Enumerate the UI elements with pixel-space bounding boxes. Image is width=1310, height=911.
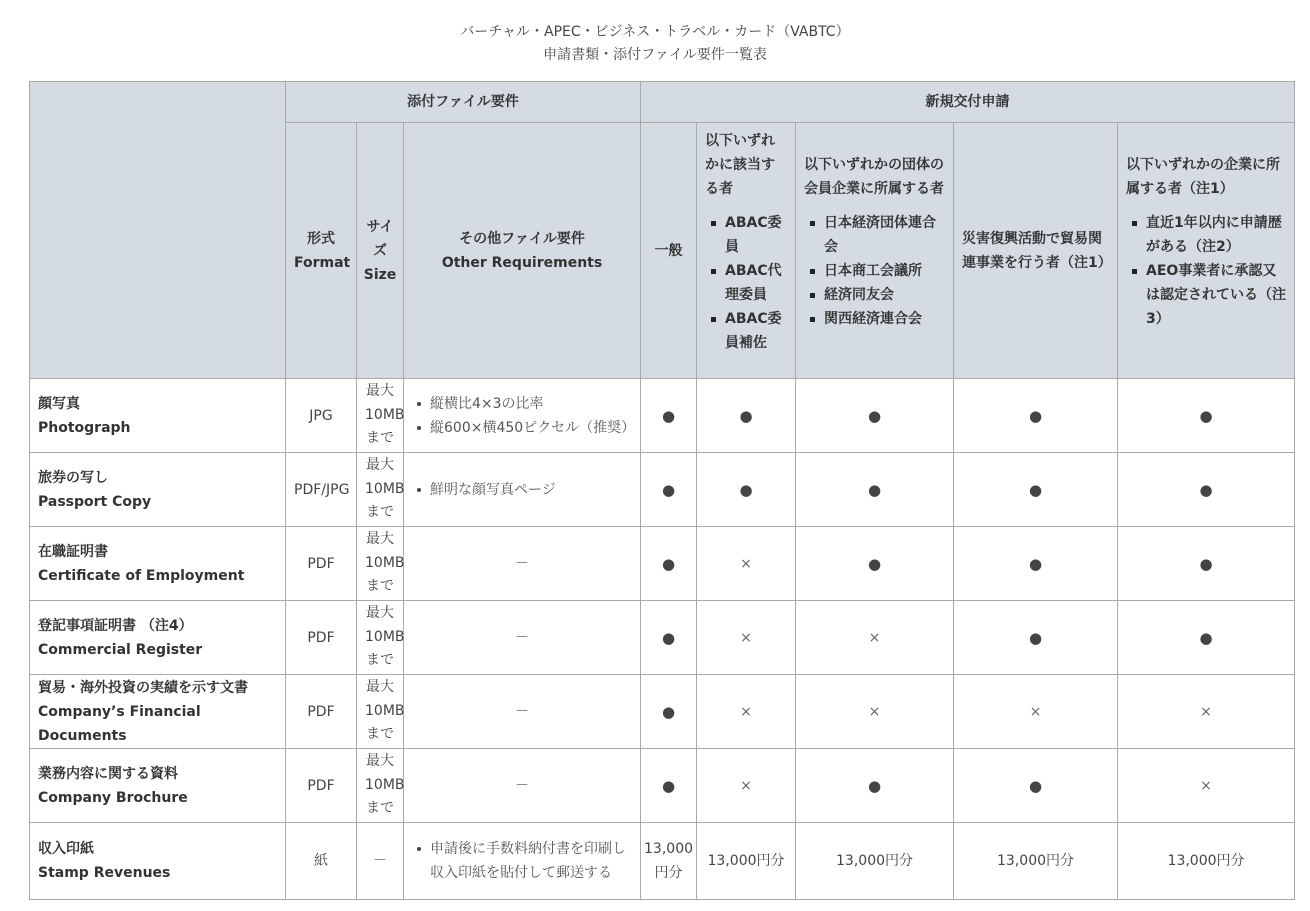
- document-name-cell: [30, 823, 286, 900]
- size-cell: [357, 527, 404, 601]
- format-header-ja: 形式: [307, 230, 335, 247]
- requirement-item: 鮮明な顔写真ページ: [430, 478, 632, 502]
- other-requirements-cell: －: [404, 675, 641, 749]
- mark-corporation: ●: [1118, 601, 1295, 675]
- mark-corporation: ×: [1118, 675, 1295, 749]
- requirement-item: 申請後に手数料納付書を印刷し収入印紙を貼付して郵送する: [430, 837, 632, 885]
- document-name-en: Certificate of Employment: [38, 567, 245, 584]
- size-header-en: Size: [363, 266, 397, 283]
- abac-item: ABAC代理委員: [725, 259, 787, 307]
- organization-item: 経済同友会: [824, 283, 945, 307]
- table-row: [30, 749, 1295, 823]
- document-name-ja: 業務内容に関する資料: [38, 765, 178, 782]
- table-row: [30, 453, 1295, 527]
- requirements-list: [412, 478, 632, 502]
- requirements-table: [29, 81, 1295, 900]
- size-line: 10MB: [365, 702, 405, 719]
- document-name-en: Company Brochure: [38, 789, 188, 806]
- size-cell: [357, 453, 404, 527]
- other-requirements-cell: －: [404, 527, 641, 601]
- other-header-ja: その他ファイル要件: [459, 230, 585, 247]
- document-name-ja: 登記事項証明書 （注4）: [38, 617, 193, 634]
- attach-requirements-header: 添付ファイル要件: [286, 82, 641, 123]
- document-name-cell: [30, 601, 286, 675]
- document-name-cell: [30, 379, 286, 453]
- new-application-header: 新規交付申請: [641, 82, 1295, 123]
- format-cell: PDF: [286, 749, 357, 823]
- size-line: まで: [366, 578, 394, 595]
- abac-header-list: [705, 211, 787, 355]
- header-row-groups: [30, 82, 1295, 123]
- organization-header-list: [804, 211, 945, 331]
- document-name-en: Commercial Register: [38, 641, 203, 658]
- requirement-item: 縦600×横450ピクセル（推奨）: [430, 416, 632, 440]
- corporation-item: 直近1年以内に申請歴がある（注2）: [1146, 211, 1286, 259]
- mark-disaster: ●: [954, 601, 1118, 675]
- table-row: [30, 527, 1295, 601]
- other-requirements-cell: [404, 379, 641, 453]
- general-header: 一般: [641, 123, 697, 379]
- organization-item: 日本経済団体連合会: [824, 211, 945, 259]
- size-line: 最大: [366, 679, 394, 696]
- size-header: [357, 123, 404, 379]
- page-title: [0, 0, 1310, 67]
- size-cell: [357, 749, 404, 823]
- corporation-item: AEO事業者に承認又は認定されている（注3）: [1146, 259, 1286, 331]
- abac-item: ABAC委員補佐: [725, 307, 787, 355]
- mark-abac: ●: [697, 379, 796, 453]
- size-cell: [357, 379, 404, 453]
- format-cell: PDF: [286, 601, 357, 675]
- format-cell: JPG: [286, 379, 357, 453]
- mark-general: ●: [641, 453, 697, 527]
- size-line: まで: [366, 504, 394, 521]
- document-name-ja: 旅券の写し: [38, 469, 108, 486]
- size-line: まで: [366, 800, 394, 817]
- size-line: 最大: [366, 457, 394, 474]
- format-cell: PDF: [286, 675, 357, 749]
- other-requirements-cell: [404, 453, 641, 527]
- abac-header: [697, 123, 796, 379]
- size-line: まで: [366, 726, 394, 743]
- requirement-item: 縦横比4×3の比率: [430, 392, 632, 416]
- other-requirements-cell: －: [404, 749, 641, 823]
- mark-organization: ●: [796, 749, 954, 823]
- mark-corporation: ●: [1118, 379, 1295, 453]
- size-line: 最大: [366, 383, 394, 400]
- abac-header-title: 以下いずれかに該当する者: [705, 133, 776, 197]
- organization-header: [796, 123, 954, 379]
- table-row: [30, 379, 1295, 453]
- mark-general: ●: [641, 749, 697, 823]
- mark-corporation: ●: [1118, 453, 1295, 527]
- mark-organization: ×: [796, 601, 954, 675]
- disaster-header: 災害復興活動で貿易関連事業を行う者（注1）: [954, 123, 1118, 379]
- other-requirements-cell: －: [404, 601, 641, 675]
- size-cell: [357, 601, 404, 675]
- other-requirements-header: [404, 123, 641, 379]
- mark-abac: ×: [697, 675, 796, 749]
- size-line: 最大: [366, 605, 394, 622]
- corporation-header: [1118, 123, 1295, 379]
- other-header-en: Other Requirements: [441, 254, 603, 271]
- mark-general: ●: [641, 675, 697, 749]
- fee-disaster: 13,000円分: [954, 823, 1118, 900]
- size-line: 最大: [366, 531, 394, 548]
- organization-item: 日本商工会議所: [824, 259, 945, 283]
- size-header-ja: サイズ: [366, 218, 394, 259]
- size-line: 10MB: [365, 406, 405, 423]
- mark-general: ●: [641, 601, 697, 675]
- size-line: 10MB: [365, 776, 405, 793]
- document-name-ja: 顔写真: [38, 395, 80, 412]
- mark-disaster: ×: [954, 675, 1118, 749]
- fee-organization: 13,000円分: [796, 823, 954, 900]
- document-name-cell: [30, 527, 286, 601]
- format-cell: 紙: [286, 823, 357, 900]
- fee-abac: 13,000円分: [697, 823, 796, 900]
- mark-corporation: ×: [1118, 749, 1295, 823]
- title-line-2: 申請書類・添付ファイル要件一覧表: [543, 47, 767, 63]
- size-line: 10MB: [365, 628, 405, 645]
- corner-cell: [30, 82, 286, 379]
- mark-abac: ●: [697, 453, 796, 527]
- table-row: [30, 675, 1295, 749]
- table-row: [30, 823, 1295, 900]
- fee-corporation: 13,000円分: [1118, 823, 1295, 900]
- requirements-list: [412, 392, 636, 440]
- document-name-ja: 収入印紙: [38, 841, 94, 857]
- size-line: 10MB: [365, 554, 405, 571]
- organization-item: 関西経済連合会: [824, 307, 945, 331]
- size-line: まで: [366, 430, 394, 447]
- document-name-cell: [30, 453, 286, 527]
- format-cell: PDF: [286, 527, 357, 601]
- mark-organization: ●: [796, 379, 954, 453]
- requirements-list: [412, 837, 632, 885]
- mark-organization: ●: [796, 453, 954, 527]
- document-name-ja: 在職証明書: [38, 543, 108, 560]
- organization-header-title: 以下いずれかの団体の会員企業に所属する者: [804, 157, 945, 197]
- title-line-1: バーチャル・APEC・ビジネス・トラベル・カード（VABTC）: [460, 24, 850, 40]
- size-line: まで: [366, 652, 394, 669]
- mark-organization: ×: [796, 675, 954, 749]
- mark-abac: ×: [697, 527, 796, 601]
- fee-general: 13,000円分: [641, 823, 697, 900]
- mark-disaster: ●: [954, 749, 1118, 823]
- mark-disaster: ●: [954, 527, 1118, 601]
- document-name-cell: [30, 675, 286, 749]
- format-header: [286, 123, 357, 379]
- size-line: 10MB: [365, 480, 405, 497]
- format-header-en: Format: [294, 254, 351, 271]
- document-name-en: Company’s Financial Documents: [38, 703, 201, 744]
- format-cell: PDF/JPG: [286, 453, 357, 527]
- mark-disaster: ●: [954, 379, 1118, 453]
- mark-organization: ●: [796, 527, 954, 601]
- table-row: [30, 601, 1295, 675]
- document-name-ja: 貿易・海外投資の実績を示す文書: [38, 679, 248, 696]
- mark-general: ●: [641, 527, 697, 601]
- corporation-header-title: 以下いずれかの企業に所属する者（注1）: [1126, 157, 1281, 197]
- document-name-en: Stamp Revenues: [38, 865, 171, 881]
- mark-corporation: ●: [1118, 527, 1295, 601]
- mark-abac: ×: [697, 601, 796, 675]
- mark-disaster: ●: [954, 453, 1118, 527]
- document-name-cell: [30, 749, 286, 823]
- document-name-en: Photograph: [38, 419, 131, 436]
- mark-general: ●: [641, 379, 697, 453]
- size-cell: －: [357, 823, 404, 900]
- size-line: 最大: [366, 753, 394, 770]
- mark-abac: ×: [697, 749, 796, 823]
- document-name-en: Passport Copy: [38, 493, 152, 510]
- other-requirements-cell: [404, 823, 641, 900]
- abac-item: ABAC委員: [725, 211, 787, 259]
- corporation-header-list: [1126, 211, 1286, 331]
- size-cell: [357, 675, 404, 749]
